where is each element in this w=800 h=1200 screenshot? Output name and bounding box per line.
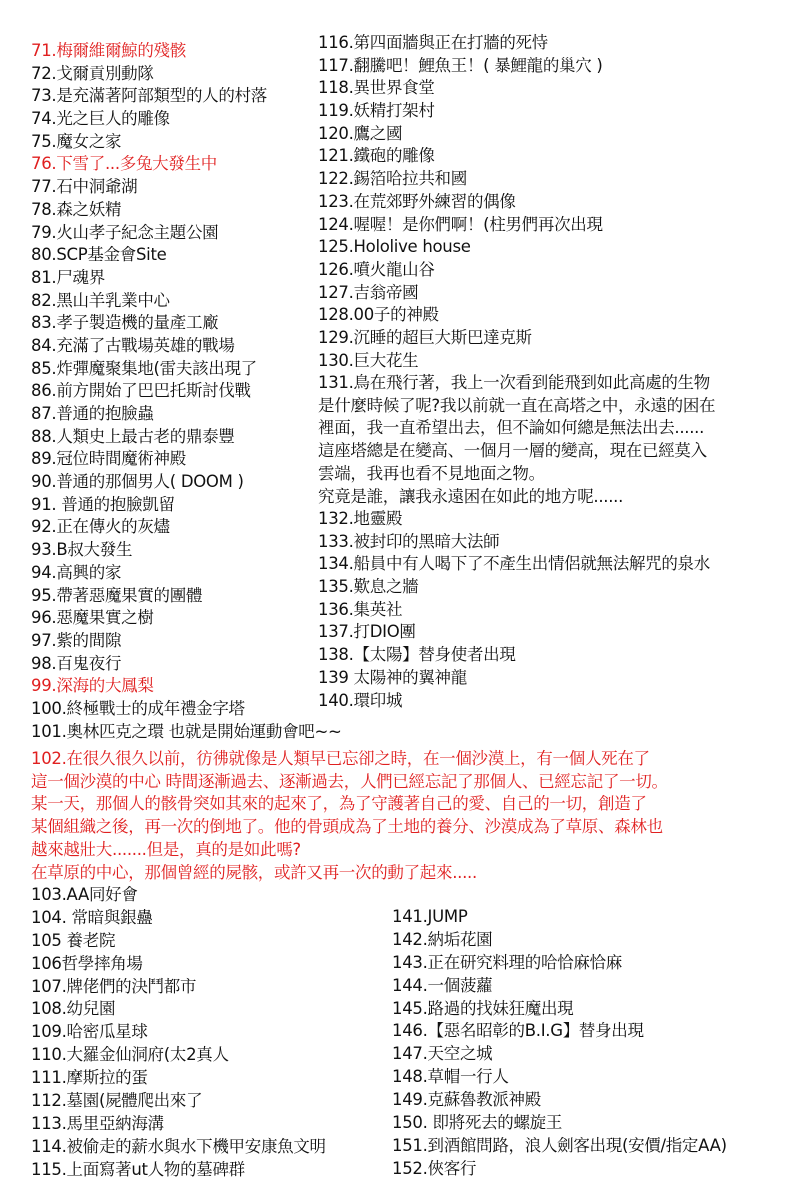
list-item: 84.充滿了古戰場英雄的戰場	[31, 335, 235, 355]
list-item: 120.鷹之國	[318, 123, 403, 143]
paragraph-line: 究竟是誰，讓我永遠困在如此的地方呢......	[318, 486, 624, 506]
list-item: 139 太陽神的翼神龍	[318, 667, 467, 687]
paragraph-line: 裡面，我一直希望出去，但不論如何總是無法出去......	[318, 418, 705, 438]
list-item: 117.翻騰吧！鯉魚王！( 暴鯉龍的巢穴 )	[318, 55, 603, 75]
list-item: 90.普通的那個男人( DOOM )	[31, 472, 244, 492]
paragraph-line: 這座塔總是在變高、一個月一層的變高，現在已經莫入	[318, 441, 707, 461]
list-item: 83.孝子製造機的量產工廠	[31, 313, 219, 333]
list-141-152	[392, 906, 727, 1181]
list-item: 148.草帽一行人	[392, 1067, 509, 1087]
paragraph-line: 是什麼時候了呢?我以前就一直在高塔之中，永遠的困在	[318, 395, 716, 415]
paragraph-102	[31, 748, 668, 884]
list-item: 127.吉翁帝國	[318, 282, 419, 302]
list-item: 113.馬里亞納海溝	[31, 1113, 164, 1133]
list-item: 80.SCP基金會Site	[31, 245, 167, 265]
list-item: 101.奧林匹克之環 也就是開始運動會吧~~	[31, 721, 342, 741]
list-item: 134.船員中有人喝下了不產生出情侶就無法解咒的泉水	[318, 554, 710, 574]
list-item: 91. 普通的抱臉凱留	[31, 494, 175, 514]
list-item: 107.牌佬們的決鬥都市	[31, 976, 197, 996]
paragraph-line: 某一天，那個人的骸骨突如其來的起來了，為了守護著自己的愛、自己的一切，創造了	[31, 794, 647, 814]
list-item: 132.地靈殿	[318, 509, 403, 528]
list-item: 137.打DIO團	[318, 622, 416, 642]
list-item: 76.下雪了...多兔大發生中	[31, 154, 217, 174]
list-item: 94.高興的家	[31, 562, 122, 582]
paragraph-line: 雲端，我再也看不見地面之物。	[318, 463, 545, 483]
list-item: 144.一個菠蘿	[392, 975, 493, 995]
list-item: 136.集英社	[318, 599, 403, 619]
list-item: 121.鐵砲的雕像	[318, 146, 435, 166]
list-item: 88.人類史上最古老的鼎泰豐	[31, 426, 235, 446]
list-item: 150. 即將死去的螺旋王	[392, 1113, 563, 1133]
paragraph-line: 這一個沙漠的中心 時間逐漸過去、逐漸過去，人們已經忘記了那個人、已經忘記了一切。	[31, 771, 668, 791]
list-item: 109.哈密瓜星球	[31, 1022, 148, 1042]
list-item: 119.妖精打架村	[318, 101, 435, 121]
list-item: 92.正在傳火的灰燼	[31, 517, 170, 537]
paragraph-line: 102.在很久很久以前，彷彿就像是人類早已忘卻之時，在一個沙漠上，有一個人死在了	[31, 749, 650, 768]
list-item: 114.被偷走的薪水與水下機甲安康魚文明	[31, 1136, 326, 1156]
list-item: 133.被封印的黑暗大法師	[318, 531, 500, 551]
list-item: 110.大羅金仙洞府(太2真人	[31, 1045, 229, 1065]
list-item: 152.俠客行	[392, 1158, 477, 1178]
list-71-101	[31, 40, 342, 743]
list-132-140	[318, 508, 710, 712]
list-item: 78.森之妖精	[31, 199, 122, 219]
list-item: 89.冠位時間魔術神殿	[31, 449, 186, 469]
list-item: 73.是充滿著阿部類型的人的村落	[31, 86, 267, 106]
list-item: 140.環印城	[318, 690, 403, 710]
list-item: 100.終極戰士的成年禮金字塔	[31, 698, 245, 718]
list-item: 104. 常暗與銀蠱	[31, 907, 153, 927]
list-item: 147.天空之城	[392, 1044, 493, 1064]
list-item: 135.歎息之牆	[318, 577, 419, 597]
list-item: 77.石中洞爺湖	[31, 177, 138, 197]
list-item: 87.普通的抱臉蟲	[31, 404, 154, 423]
list-item: 82.黑山羊乳業中心	[31, 290, 170, 310]
list-item: 123.在荒郊野外練習的偶像	[318, 191, 516, 211]
list-item: 86.前方開始了巴巴托斯討伐戰	[31, 381, 251, 401]
list-item: 111.摩斯拉的蛋	[31, 1068, 148, 1088]
list-item: 126.噴火龍山谷	[318, 259, 435, 279]
list-item: 125.Hololive house	[318, 237, 471, 257]
list-item: 85.炸彈魔聚集地(雷夫該出現了	[31, 358, 257, 378]
list-item: 106哲學摔角場	[31, 953, 143, 973]
list-item: 115.上面寫著ut人物的墓碑群	[31, 1159, 245, 1179]
list-item: 143.正在研究料理的哈恰麻恰麻	[392, 952, 622, 972]
paragraph-line: 在草原的中心，那個曾經的屍骸，或許又再一次的動了起來.....	[31, 862, 477, 882]
list-103-115	[31, 884, 326, 1182]
list-item: 128.00子的神殿	[318, 305, 439, 325]
list-item: 151.到酒館問路，浪人劍客出現(安價/指定AA)	[392, 1135, 727, 1155]
list-item: 145.路過的找妹狂魔出現	[392, 998, 574, 1018]
list-item: 93.B叔大發生	[31, 540, 133, 560]
list-item: 142.納垢花園	[392, 929, 493, 949]
list-item: 79.火山孝子紀念主題公園	[31, 222, 219, 242]
paragraph-line: 越來越壯大.......但是，真的是如此嗎?	[31, 839, 301, 859]
list-item: 122.錫箔哈拉共和國	[318, 169, 467, 189]
list-item: 130.巨大花生	[318, 350, 419, 370]
list-item: 74.光之巨人的雕像	[31, 109, 170, 129]
list-item: 138.【太陽】替身使者出現	[318, 645, 516, 665]
list-item: 98.百鬼夜行	[31, 653, 122, 673]
list-item: 75.魔女之家	[31, 131, 122, 151]
list-item: 146.【惡名昭彰的B.I.G】替身出現	[392, 1021, 644, 1041]
list-item: 103.AA同好會	[31, 885, 138, 904]
list-item: 108.幼兒園	[31, 999, 116, 1019]
list-item: 118.異世界食堂	[318, 78, 435, 98]
list-item: 81.尸魂界	[31, 267, 105, 287]
list-116-130	[318, 32, 603, 372]
list-item: 105 養老院	[31, 930, 116, 950]
paragraph-line: 某個組織之後，再一次的倒地了。他的骨頭成為了土地的養分、沙漠成為了草原、森林也	[31, 817, 663, 837]
list-item: 96.惡魔果實之樹	[31, 608, 154, 628]
list-item: 116.第四面牆與正在打牆的死恃	[318, 33, 548, 52]
list-item: 112.墓園(屍體爬出來了	[31, 1091, 203, 1111]
paragraph-line: 131.鳥在飛行著，我上一次看到能飛到如此高處的生物	[318, 373, 710, 392]
list-item: 149.克蘇魯教派神殿	[392, 1090, 541, 1110]
list-item: 141.JUMP	[392, 907, 468, 926]
list-item: 97.紫的間隙	[31, 630, 122, 650]
list-item: 72.戈爾貢別動隊	[31, 63, 154, 83]
list-item: 99.深海的大鳳梨	[31, 676, 154, 696]
list-item: 129.沉睡的超巨大斯巴達克斯	[318, 327, 532, 347]
paragraph-131	[318, 372, 715, 508]
list-item: 124.喔喔！是你們啊！(柱男們再次出現	[318, 214, 603, 234]
list-item: 95.帶著惡魔果實的團體	[31, 585, 203, 605]
list-item: 71.梅爾維爾鯨的殘骸	[31, 41, 186, 60]
